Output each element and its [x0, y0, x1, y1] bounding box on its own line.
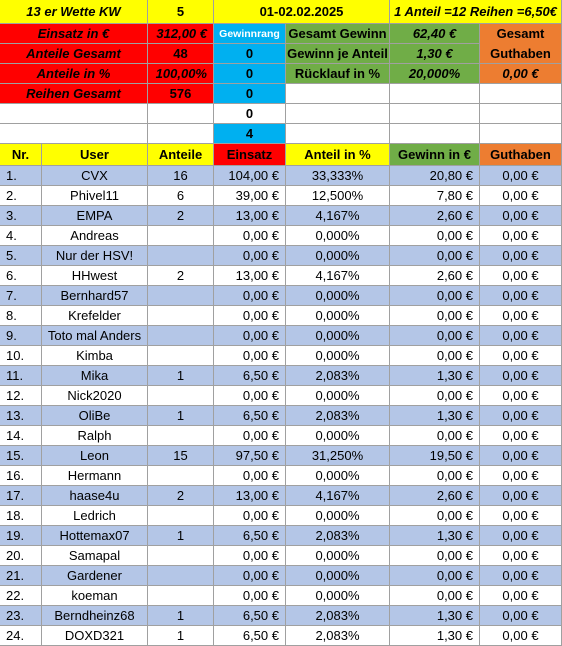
cell-anteil-prozent[interactable]: 0,000%: [286, 506, 390, 526]
cell-anteile[interactable]: 1: [148, 366, 214, 386]
cell-einsatz[interactable]: 6,50 €: [214, 626, 286, 646]
gewinnrang-value-3[interactable]: 0: [214, 84, 286, 104]
cell-gewinn[interactable]: 0,00 €: [390, 546, 480, 566]
cell-gewinn[interactable]: 0,00 €: [390, 286, 480, 306]
cell-anteil-prozent[interactable]: 0,000%: [286, 286, 390, 306]
cell-einsatz[interactable]: 0,00 €: [214, 346, 286, 366]
cell-anteil-prozent[interactable]: 31,250%: [286, 446, 390, 466]
anteile-prozent-label[interactable]: Anteile in %: [0, 64, 148, 84]
cell-guthaben[interactable]: 0,00 €: [480, 386, 562, 406]
reihen-gesamt-label[interactable]: Reihen Gesamt: [0, 84, 148, 104]
cell-nr[interactable]: 9.: [0, 326, 42, 346]
cell-gewinn[interactable]: 2,60 €: [390, 486, 480, 506]
cell-guthaben[interactable]: 0,00 €: [480, 186, 562, 206]
cell-guthaben[interactable]: 0,00 €: [480, 166, 562, 186]
gewinn-je-anteil-value[interactable]: 1,30 €: [390, 44, 480, 64]
cell-guthaben[interactable]: 0,00 €: [480, 246, 562, 266]
empty-cell[interactable]: [390, 84, 480, 104]
cell-anteile[interactable]: 2: [148, 206, 214, 226]
cell-anteil-prozent[interactable]: 0,000%: [286, 386, 390, 406]
cell-user[interactable]: Kimba: [42, 346, 148, 366]
cell-guthaben[interactable]: 0,00 €: [480, 286, 562, 306]
cell-gewinn[interactable]: 1,30 €: [390, 606, 480, 626]
cell-nr[interactable]: 7.: [0, 286, 42, 306]
cell-user[interactable]: Hottemax07: [42, 526, 148, 546]
cell-einsatz[interactable]: 0,00 €: [214, 386, 286, 406]
cell-einsatz[interactable]: 0,00 €: [214, 546, 286, 566]
cell-anteil-prozent[interactable]: 12,500%: [286, 186, 390, 206]
title-cell[interactable]: 13 er Wette KW: [0, 0, 148, 24]
cell-anteil-prozent[interactable]: 4,167%: [286, 266, 390, 286]
reihen-gesamt-value[interactable]: 576: [148, 84, 214, 104]
cell-anteil-prozent[interactable]: 0,000%: [286, 546, 390, 566]
empty-cell[interactable]: [286, 84, 390, 104]
cell-user[interactable]: DOXD321: [42, 626, 148, 646]
anteil-info-cell[interactable]: 1 Anteil =12 Reihen =6,50€: [390, 0, 562, 24]
gewinn-je-anteil-label[interactable]: Gewinn je Anteil: [286, 44, 390, 64]
header-einsatz[interactable]: Einsatz: [214, 144, 286, 166]
cell-anteil-prozent[interactable]: 0,000%: [286, 426, 390, 446]
gewinnrang-label[interactable]: Gewinnrang: [214, 24, 286, 44]
gewinnrang-value-5[interactable]: 4: [214, 124, 286, 144]
cell-nr[interactable]: 17.: [0, 486, 42, 506]
gesamt-guthaben-label-line1: Gesamt: [496, 25, 545, 41]
cell-einsatz[interactable]: 0,00 €: [214, 226, 286, 246]
cell-anteil-prozent[interactable]: 0,000%: [286, 246, 390, 266]
cell-anteile[interactable]: [148, 386, 214, 406]
cell-user[interactable]: Nick2020: [42, 386, 148, 406]
cell-gewinn[interactable]: 19,50 €: [390, 446, 480, 466]
cell-user[interactable]: Ralph: [42, 426, 148, 446]
cell-guthaben[interactable]: 0,00 €: [480, 266, 562, 286]
cell-anteil-prozent[interactable]: 0,000%: [286, 326, 390, 346]
cell-gewinn[interactable]: 0,00 €: [390, 346, 480, 366]
cell-nr[interactable]: 6.: [0, 266, 42, 286]
cell-anteile[interactable]: [148, 566, 214, 586]
cell-nr[interactable]: 23.: [0, 606, 42, 626]
empty-cell[interactable]: [480, 124, 562, 144]
empty-cell[interactable]: [480, 84, 562, 104]
anteile-gesamt-value[interactable]: 48: [148, 44, 214, 64]
ruecklauf-value[interactable]: 20,000%: [390, 64, 480, 84]
empty-cell[interactable]: [148, 104, 214, 124]
cell-user[interactable]: HHwest: [42, 266, 148, 286]
cell-einsatz[interactable]: 0,00 €: [214, 306, 286, 326]
cell-nr[interactable]: 8.: [0, 306, 42, 326]
cell-nr[interactable]: 18.: [0, 506, 42, 526]
cell-nr[interactable]: 10.: [0, 346, 42, 366]
cell-anteil-prozent[interactable]: 0,000%: [286, 586, 390, 606]
cell-einsatz[interactable]: 6,50 €: [214, 366, 286, 386]
cell-nr[interactable]: 2.: [0, 186, 42, 206]
cell-anteile[interactable]: 6: [148, 186, 214, 206]
cell-einsatz[interactable]: 13,00 €: [214, 486, 286, 506]
cell-anteil-prozent[interactable]: 0,000%: [286, 566, 390, 586]
cell-user[interactable]: Nur der HSV!: [42, 246, 148, 266]
cell-einsatz[interactable]: 0,00 €: [214, 506, 286, 526]
cell-anteile[interactable]: [148, 546, 214, 566]
gewinnrang-value-4[interactable]: 0: [214, 104, 286, 124]
cell-einsatz[interactable]: 0,00 €: [214, 246, 286, 266]
cell-guthaben[interactable]: 0,00 €: [480, 506, 562, 526]
cell-anteil-prozent[interactable]: 2,083%: [286, 406, 390, 426]
cell-gewinn[interactable]: 1,30 €: [390, 626, 480, 646]
cell-user[interactable]: Toto mal Anders: [42, 326, 148, 346]
cell-guthaben[interactable]: 0,00 €: [480, 306, 562, 326]
cell-gewinn[interactable]: 0,00 €: [390, 306, 480, 326]
cell-user[interactable]: OliBe: [42, 406, 148, 426]
cell-guthaben[interactable]: 0,00 €: [480, 546, 562, 566]
cell-nr[interactable]: 24.: [0, 626, 42, 646]
empty-cell[interactable]: [390, 124, 480, 144]
cell-einsatz[interactable]: 0,00 €: [214, 286, 286, 306]
cell-user[interactable]: Mika: [42, 366, 148, 386]
cell-anteil-prozent[interactable]: 0,000%: [286, 226, 390, 246]
cell-guthaben[interactable]: 0,00 €: [480, 446, 562, 466]
cell-anteile[interactable]: 15: [148, 446, 214, 466]
cell-gewinn[interactable]: 0,00 €: [390, 326, 480, 346]
cell-gewinn[interactable]: 0,00 €: [390, 466, 480, 486]
cell-user[interactable]: EMPA: [42, 206, 148, 226]
cell-nr[interactable]: 14.: [0, 426, 42, 446]
empty-cell[interactable]: [480, 104, 562, 124]
empty-cell[interactable]: [148, 124, 214, 144]
cell-guthaben[interactable]: 0,00 €: [480, 326, 562, 346]
header-user[interactable]: User: [42, 144, 148, 166]
cell-einsatz[interactable]: 39,00 €: [214, 186, 286, 206]
cell-user[interactable]: Leon: [42, 446, 148, 466]
gesamt-gewinn-value[interactable]: 62,40 €: [390, 24, 480, 44]
cell-user[interactable]: CVX: [42, 166, 148, 186]
cell-nr[interactable]: 1.: [0, 166, 42, 186]
cell-guthaben[interactable]: 0,00 €: [480, 426, 562, 446]
anteile-gesamt-label[interactable]: Anteile Gesamt: [0, 44, 148, 64]
cell-nr[interactable]: 22.: [0, 586, 42, 606]
cell-anteile[interactable]: 2: [148, 266, 214, 286]
cell-nr[interactable]: 16.: [0, 466, 42, 486]
week-cell[interactable]: 5: [148, 0, 214, 24]
cell-nr[interactable]: 15.: [0, 446, 42, 466]
cell-gewinn[interactable]: 20,80 €: [390, 166, 480, 186]
gesamt-guthaben-label[interactable]: [480, 24, 562, 64]
empty-cell[interactable]: [0, 104, 148, 124]
cell-user[interactable]: Andreas: [42, 226, 148, 246]
cell-anteile[interactable]: [148, 326, 214, 346]
cell-anteil-prozent[interactable]: 2,083%: [286, 626, 390, 646]
cell-einsatz[interactable]: 6,50 €: [214, 406, 286, 426]
einsatz-value[interactable]: 312,00 €: [148, 24, 214, 44]
cell-nr[interactable]: 3.: [0, 206, 42, 226]
guthaben-value[interactable]: 0,00 €: [480, 64, 562, 84]
cell-gewinn[interactable]: 0,00 €: [390, 566, 480, 586]
cell-anteil-prozent[interactable]: 33,333%: [286, 166, 390, 186]
gewinnrang-value-1[interactable]: 0: [214, 44, 286, 64]
cell-anteile[interactable]: [148, 586, 214, 606]
cell-guthaben[interactable]: 0,00 €: [480, 466, 562, 486]
cell-einsatz[interactable]: 104,00 €: [214, 166, 286, 186]
cell-gewinn[interactable]: 2,60 €: [390, 206, 480, 226]
cell-user[interactable]: Krefelder: [42, 306, 148, 326]
cell-guthaben[interactable]: 0,00 €: [480, 606, 562, 626]
empty-cell[interactable]: [0, 124, 148, 144]
cell-gewinn[interactable]: 1,30 €: [390, 406, 480, 426]
cell-einsatz[interactable]: 0,00 €: [214, 466, 286, 486]
cell-guthaben[interactable]: 0,00 €: [480, 626, 562, 646]
cell-user[interactable]: Berndheinz68: [42, 606, 148, 626]
cell-anteil-prozent[interactable]: 2,083%: [286, 606, 390, 626]
date-range-cell[interactable]: 01-02.02.2025: [214, 0, 390, 24]
cell-nr[interactable]: 20.: [0, 546, 42, 566]
header-guthaben[interactable]: Guthaben: [480, 144, 562, 166]
cell-gewinn[interactable]: 0,00 €: [390, 386, 480, 406]
cell-nr[interactable]: 13.: [0, 406, 42, 426]
cell-einsatz[interactable]: 0,00 €: [214, 586, 286, 606]
cell-nr[interactable]: 4.: [0, 226, 42, 246]
cell-guthaben[interactable]: 0,00 €: [480, 526, 562, 546]
cell-gewinn[interactable]: 0,00 €: [390, 586, 480, 606]
cell-gewinn[interactable]: 7,80 €: [390, 186, 480, 206]
cell-anteile[interactable]: 16: [148, 166, 214, 186]
cell-guthaben[interactable]: 0,00 €: [480, 206, 562, 226]
cell-nr[interactable]: 12.: [0, 386, 42, 406]
cell-nr[interactable]: 11.: [0, 366, 42, 386]
cell-guthaben[interactable]: 0,00 €: [480, 226, 562, 246]
ruecklauf-label[interactable]: Rücklauf in %: [286, 64, 390, 84]
cell-guthaben[interactable]: 0,00 €: [480, 406, 562, 426]
cell-anteil-prozent[interactable]: 2,083%: [286, 366, 390, 386]
cell-nr[interactable]: 19.: [0, 526, 42, 546]
cell-user[interactable]: Ledrich: [42, 506, 148, 526]
cell-user[interactable]: Samapal: [42, 546, 148, 566]
cell-anteile[interactable]: 1: [148, 606, 214, 626]
cell-user[interactable]: koeman: [42, 586, 148, 606]
header-anteile[interactable]: Anteile: [148, 144, 214, 166]
cell-anteil-prozent[interactable]: 4,167%: [286, 486, 390, 506]
cell-anteile[interactable]: [148, 426, 214, 446]
cell-user[interactable]: Bernhard57: [42, 286, 148, 306]
cell-anteile[interactable]: [148, 506, 214, 526]
cell-gewinn[interactable]: 1,30 €: [390, 526, 480, 546]
cell-einsatz[interactable]: 13,00 €: [214, 206, 286, 226]
cell-einsatz[interactable]: 0,00 €: [214, 566, 286, 586]
cell-anteil-prozent[interactable]: 2,083%: [286, 526, 390, 546]
cell-gewinn[interactable]: 0,00 €: [390, 246, 480, 266]
cell-guthaben[interactable]: 0,00 €: [480, 586, 562, 606]
cell-nr[interactable]: 21.: [0, 566, 42, 586]
cell-anteile[interactable]: [148, 306, 214, 326]
header-anteil-prozent[interactable]: Anteil in %: [286, 144, 390, 166]
einsatz-label[interactable]: Einsatz in €: [0, 24, 148, 44]
cell-guthaben[interactable]: 0,00 €: [480, 486, 562, 506]
gesamt-guthaben-label-line2: Guthaben: [490, 45, 551, 61]
cell-guthaben[interactable]: 0,00 €: [480, 346, 562, 366]
header-nr[interactable]: Nr.: [0, 144, 42, 166]
cell-user[interactable]: Gardener: [42, 566, 148, 586]
empty-cell[interactable]: [286, 104, 390, 124]
cell-einsatz[interactable]: 6,50 €: [214, 526, 286, 546]
gewinnrang-value-2[interactable]: 0: [214, 64, 286, 84]
cell-einsatz[interactable]: 6,50 €: [214, 606, 286, 626]
cell-gewinn[interactable]: 0,00 €: [390, 226, 480, 246]
cell-gewinn[interactable]: 0,00 €: [390, 426, 480, 446]
cell-anteile[interactable]: 1: [148, 626, 214, 646]
cell-anteile[interactable]: 2: [148, 486, 214, 506]
cell-guthaben[interactable]: 0,00 €: [480, 366, 562, 386]
cell-anteil-prozent[interactable]: 4,167%: [286, 206, 390, 226]
cell-anteil-prozent[interactable]: 0,000%: [286, 306, 390, 326]
header-gewinn[interactable]: Gewinn in €: [390, 144, 480, 166]
cell-anteile[interactable]: 1: [148, 526, 214, 546]
cell-user[interactable]: haase4u: [42, 486, 148, 506]
cell-anteil-prozent[interactable]: 0,000%: [286, 346, 390, 366]
cell-user[interactable]: Phivel11: [42, 186, 148, 206]
cell-gewinn[interactable]: 1,30 €: [390, 366, 480, 386]
cell-anteile[interactable]: [148, 466, 214, 486]
cell-anteile[interactable]: [148, 246, 214, 266]
cell-user[interactable]: Hermann: [42, 466, 148, 486]
empty-cell[interactable]: [390, 104, 480, 124]
cell-nr[interactable]: 5.: [0, 246, 42, 266]
cell-anteile[interactable]: [148, 286, 214, 306]
cell-anteil-prozent[interactable]: 0,000%: [286, 466, 390, 486]
cell-anteile[interactable]: [148, 346, 214, 366]
empty-cell[interactable]: [286, 124, 390, 144]
cell-einsatz[interactable]: 0,00 €: [214, 426, 286, 446]
cell-gewinn[interactable]: 2,60 €: [390, 266, 480, 286]
cell-gewinn[interactable]: 0,00 €: [390, 506, 480, 526]
cell-einsatz[interactable]: 13,00 €: [214, 266, 286, 286]
anteile-prozent-value[interactable]: 100,00%: [148, 64, 214, 84]
gesamt-gewinn-label[interactable]: Gesamt Gewinn: [286, 24, 390, 44]
cell-anteile[interactable]: [148, 226, 214, 246]
cell-einsatz[interactable]: 97,50 €: [214, 446, 286, 466]
cell-einsatz[interactable]: 0,00 €: [214, 326, 286, 346]
cell-guthaben[interactable]: 0,00 €: [480, 566, 562, 586]
cell-anteile[interactable]: 1: [148, 406, 214, 426]
